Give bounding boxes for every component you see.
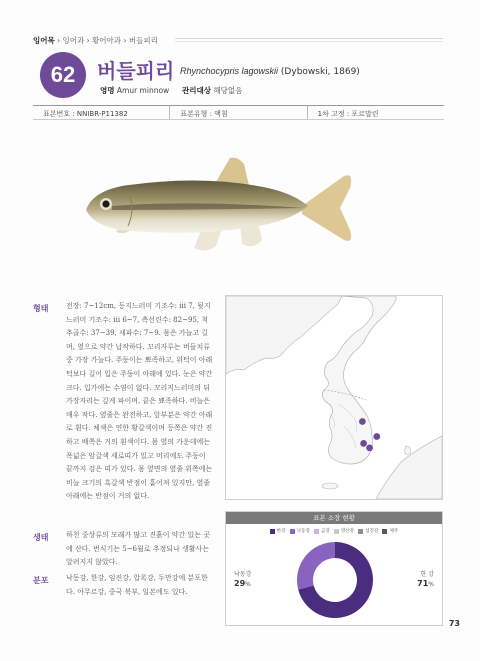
legend-swatch [314, 529, 319, 534]
legend-item [382, 528, 398, 534]
legend-swatch [270, 529, 275, 534]
morphology-label: 형태 [33, 304, 49, 313]
specimen-info-bar [33, 105, 444, 120]
left-slice-unit: % [245, 581, 251, 588]
legend-label: 금강 [320, 529, 330, 534]
occurrence-point [360, 440, 367, 447]
legend-swatch [334, 529, 339, 534]
specimen-holdings-panel [225, 511, 443, 626]
status-label: 관리대상 [181, 86, 211, 95]
occurrence-point [366, 445, 373, 452]
breadcrumb-current: 버들피리 [128, 36, 158, 45]
status-value: 해당없음 [213, 86, 243, 95]
left-slice-value: 29 [234, 579, 246, 588]
page-title: 버들피리 [97, 59, 175, 83]
breadcrumb-family[interactable]: 잉어과 [62, 36, 85, 45]
left-slice-label [234, 570, 251, 589]
morphology-text: 전장: 7~12cm, 등지느러미 기조수: iii 7, 뒷지느러미 기조수: iii 6~7, 측선린수: 82~95, 척추골수: 37~39, 새파수: 7~9. 몸은 가늘고 길며, 옆으로 약간 납작하다. 꼬리자루는 버들치류 중 가장 가늘다. 주둥이는 뾰족하고, 위턱이 아래턱보다 길어 입은 주둥이 아래에 있다. 눈은 약간 크다. 입가에는 수염이 없다. 꼬리지느러미의 뒤가장자리는 깊게 파이며, 끝은 뾰족하다. 비늘은 매우 작다. 옆줄은 완전하고, 앞부분은 약간 아래로 휜다. 체색은 연한 황갈색이며 등쪽은 약간 진하고 배쪽은 거의 흰색이다. 몸 옆의 가운데에는 폭넓은 암갈색 세로띠가 있고 머리에도 주둥이 끝까지 검은 띠가 있다. 몸 옆면의 옆줄 위쪽에는 비늘 크기의 흑갈색 반점이 흩어져 있지만, 옆줄 아래에는 반점이 거의 없다. [66, 302, 213, 501]
occurrence-point [373, 433, 380, 440]
scientific-name [180, 66, 360, 77]
right-slice-name: 한 강 [420, 571, 434, 578]
header-divider [175, 41, 443, 42]
breadcrumb-order[interactable]: 잉어목 [33, 36, 55, 45]
legend-swatch [382, 529, 387, 534]
distribution-label: 분포 [33, 576, 49, 585]
holdings-donut-chart [278, 538, 392, 622]
specimen-type: 표본유형 : 액침 [169, 106, 306, 119]
breadcrumb [33, 35, 158, 46]
left-slice-name: 낙동강 [234, 571, 252, 578]
page-number: 73 [448, 619, 460, 628]
scientific-authority: (Dybowski, 1869) [280, 67, 360, 77]
species-number-badge: 62 [40, 52, 86, 98]
chevron-right-icon: › [123, 36, 129, 45]
legend-label: 섬진강 [365, 529, 379, 534]
occurrence-point [359, 418, 366, 425]
specimen-fixation: 1차 고정 : 포르말린 [307, 106, 444, 119]
holdings-title: 표본 소장 현황 [226, 512, 442, 524]
legend-swatch [358, 529, 363, 534]
korea-map [226, 296, 442, 499]
legend-item [358, 528, 378, 534]
legend-label: 영산강 [340, 529, 355, 534]
chevron-right-icon: › [86, 36, 93, 45]
right-slice-label [417, 570, 434, 589]
legend-label: 제주 [389, 529, 399, 534]
legend-swatch [290, 529, 295, 534]
ecology-text: 하천 중상류의 모래가 많고 진흙이 약간 있는 곳에 산다. 번식기는 5~6월로 추정되나 생활사는 알려지지 않았다. [66, 531, 211, 567]
breadcrumb-subfamily[interactable]: 황어아과 [92, 36, 122, 45]
legend-item [290, 528, 310, 534]
header-divider [175, 38, 443, 39]
species-meta [100, 85, 242, 96]
ecology-label: 생태 [33, 533, 49, 542]
fish-photo [82, 148, 362, 260]
holdings-legend [226, 528, 442, 534]
common-name-label: 영명 [100, 86, 115, 95]
scientific-binomial: Rhynchocypris lagowskii [180, 66, 279, 76]
chevron-right-icon: › [57, 36, 63, 45]
right-slice-value: 71 [417, 579, 429, 588]
specimen-id: 표본번호 : NNIBR-P11382 [43, 110, 128, 118]
legend-item [270, 528, 286, 534]
legend-label: 낙동강 [296, 529, 310, 534]
distribution-text: 낙동강, 한강, 임진강, 압록강, 두만강에 분포한다. 아무르강, 중국 북부, 일본에도 있다. [66, 574, 208, 596]
right-slice-unit: % [428, 581, 434, 588]
common-name: Amur minnow [116, 86, 170, 95]
legend-label: 한강 [276, 529, 286, 534]
legend-item [314, 528, 330, 534]
distribution-map [225, 295, 443, 500]
legend-item [334, 528, 354, 534]
donut-slice-nakdonggang [297, 542, 335, 589]
